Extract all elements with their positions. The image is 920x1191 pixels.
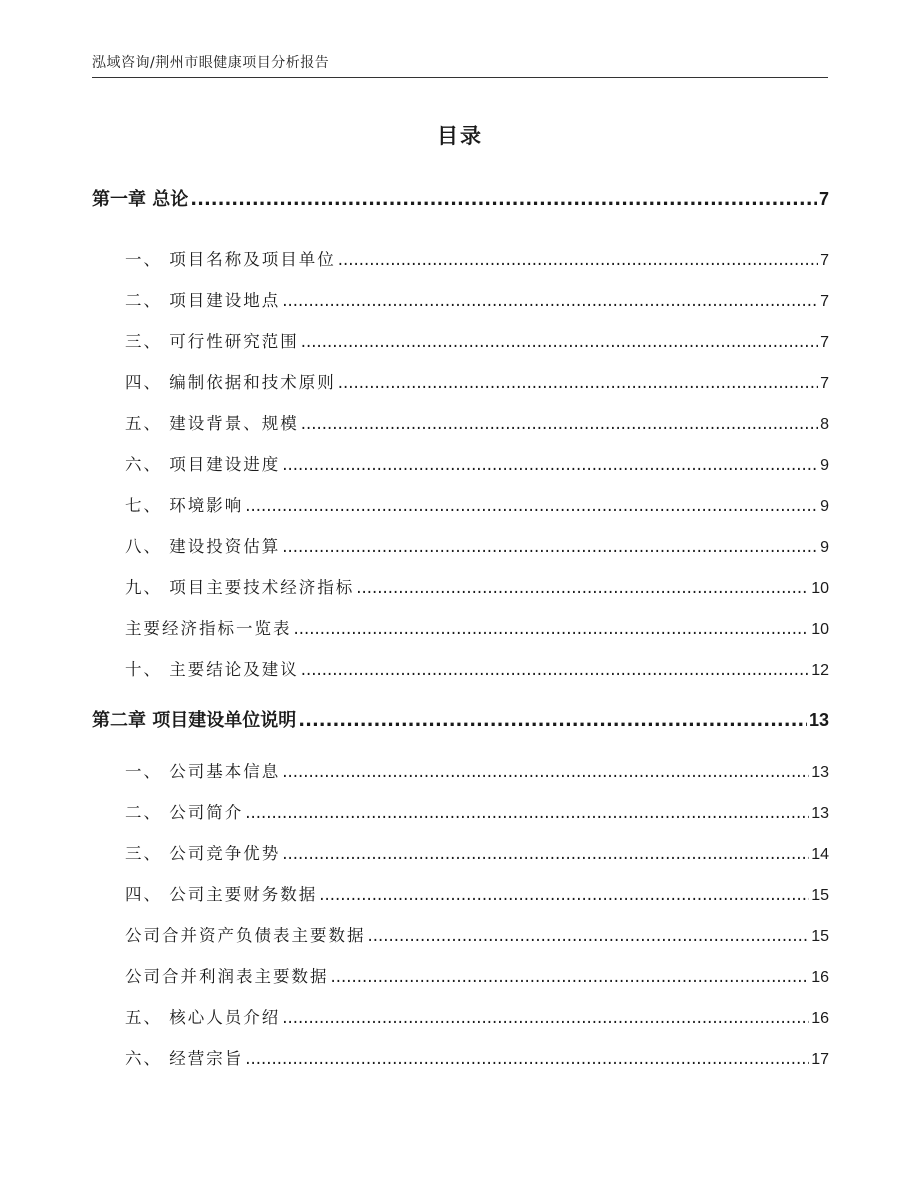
toc-section-entry[interactable]: [125, 1004, 829, 1028]
toc-section-entry[interactable]: [125, 328, 829, 352]
toc-entry-label: 三、 公司竞争优势: [125, 844, 281, 863]
toc-dot-leader: [368, 926, 810, 945]
toc-dot-leader: [298, 710, 807, 731]
toc-entry-page-number: 15: [811, 928, 829, 945]
toc-entry-label: 四、 公司主要财务数据: [125, 885, 318, 904]
toc-dot-leader: [282, 844, 809, 863]
toc-section-entry[interactable]: [125, 922, 829, 946]
toc-section-entry[interactable]: [125, 1045, 829, 1069]
toc-entry-label: 主要经济指标一览表: [125, 619, 292, 638]
toc-section-entry[interactable]: [125, 410, 829, 434]
toc-entry-label: 公司合并资产负债表主要数据: [125, 926, 366, 945]
toc-dot-leader: [356, 578, 809, 597]
toc-section-entry[interactable]: [125, 246, 829, 270]
toc-dot-leader: [301, 332, 818, 351]
toc-entry-page-number: 12: [811, 662, 829, 679]
toc-entry-page-number: 15: [811, 887, 829, 904]
toc-dot-leader: [282, 537, 818, 556]
toc-entry-label: 九、 项目主要技术经济指标: [125, 578, 355, 597]
toc-entry-label: 五、 核心人员介绍: [125, 1008, 281, 1027]
toc-entry-page-number: 16: [811, 969, 829, 986]
toc-section-entry[interactable]: [125, 963, 829, 987]
header-rule: [92, 77, 828, 78]
toc-entry-label: 七、 环境影响: [125, 496, 244, 515]
toc-entry-page-number: 9: [820, 457, 829, 474]
toc-entry-label: 三、 可行性研究范围: [125, 332, 299, 351]
toc-dot-leader: [245, 803, 809, 822]
toc-section-entry[interactable]: [125, 799, 829, 823]
toc-entry-page-number: 9: [820, 539, 829, 556]
toc-entry-page-number: 13: [811, 805, 829, 822]
toc-section-entry[interactable]: [125, 533, 829, 557]
toc-entry-label: 六、 项目建设进度: [125, 455, 281, 474]
toc-entry-label: 第一章 总论: [92, 189, 189, 210]
toc-dot-leader: [331, 967, 810, 986]
toc-entry-page-number: 7: [820, 375, 829, 392]
toc-dot-leader: [282, 762, 809, 781]
toc-section-entry[interactable]: [125, 615, 829, 639]
toc-entry-label: 四、 编制依据和技术原则: [125, 373, 336, 392]
toc-section-entry[interactable]: [125, 840, 829, 864]
toc-entry-page-number: 16: [811, 1010, 829, 1027]
toc-entry-page-number: 10: [811, 580, 829, 597]
toc-entry-label: 一、 项目名称及项目单位: [125, 250, 336, 269]
running-header: 泓域咨询/荆州市眼健康项目分析报告: [92, 55, 330, 71]
toc-dot-leader: [245, 496, 818, 515]
toc-entry-page-number: 8: [820, 416, 829, 433]
toc-dot-leader: [338, 373, 818, 392]
toc-section-entry[interactable]: [125, 451, 829, 475]
toc-title: 目录: [437, 124, 483, 148]
toc-entry-page-number: 13: [808, 710, 829, 730]
toc-dot-leader: [338, 250, 818, 269]
toc-entry-label: 二、 项目建设地点: [125, 291, 281, 310]
toc-entry-label: 公司合并利润表主要数据: [125, 967, 329, 986]
toc-dot-leader: [282, 291, 818, 310]
toc-dot-leader: [301, 414, 818, 433]
toc-entry-label: 一、 公司基本信息: [125, 762, 281, 781]
toc-section-entry[interactable]: [125, 758, 829, 782]
toc-entry-page-number: 13: [811, 764, 829, 781]
toc-section-entry[interactable]: [125, 287, 829, 311]
toc-entry-label: 十、 主要结论及建议: [125, 660, 299, 679]
toc-entry-label: 六、 经营宗旨: [125, 1049, 244, 1068]
toc-section-entry[interactable]: [125, 656, 829, 680]
toc-entry-label: 第二章 项目建设单位说明: [92, 710, 297, 731]
toc-dot-leader: [319, 885, 809, 904]
toc-chapter-entry[interactable]: [92, 185, 829, 211]
toc-entry-page-number: 7: [820, 252, 829, 269]
toc-entry-page-number: 14: [811, 846, 829, 863]
toc-entry-page-number: 17: [811, 1051, 829, 1068]
toc-entry-page-number: 10: [811, 621, 829, 638]
toc-dot-leader: [282, 1008, 809, 1027]
toc-entry-page-number: 7: [818, 189, 829, 209]
toc-dot-leader: [245, 1049, 809, 1068]
toc-entry-label: 五、 建设背景、规模: [125, 414, 299, 433]
toc-entry-label: 八、 建设投资估算: [125, 537, 281, 556]
toc-dot-leader: [294, 619, 810, 638]
toc-section-entry[interactable]: [125, 881, 829, 905]
toc-dot-leader: [301, 660, 809, 679]
toc-entry-page-number: 9: [820, 498, 829, 515]
toc-chapter-entry[interactable]: [92, 706, 829, 732]
toc-dot-leader: [190, 189, 817, 210]
toc-section-entry[interactable]: [125, 369, 829, 393]
toc-entry-page-number: 7: [820, 334, 829, 351]
toc-section-entry[interactable]: [125, 492, 829, 516]
toc-dot-leader: [282, 455, 818, 474]
toc-entry-label: 二、 公司简介: [125, 803, 244, 822]
toc-section-entry[interactable]: [125, 574, 829, 598]
toc-entry-page-number: 7: [820, 293, 829, 310]
